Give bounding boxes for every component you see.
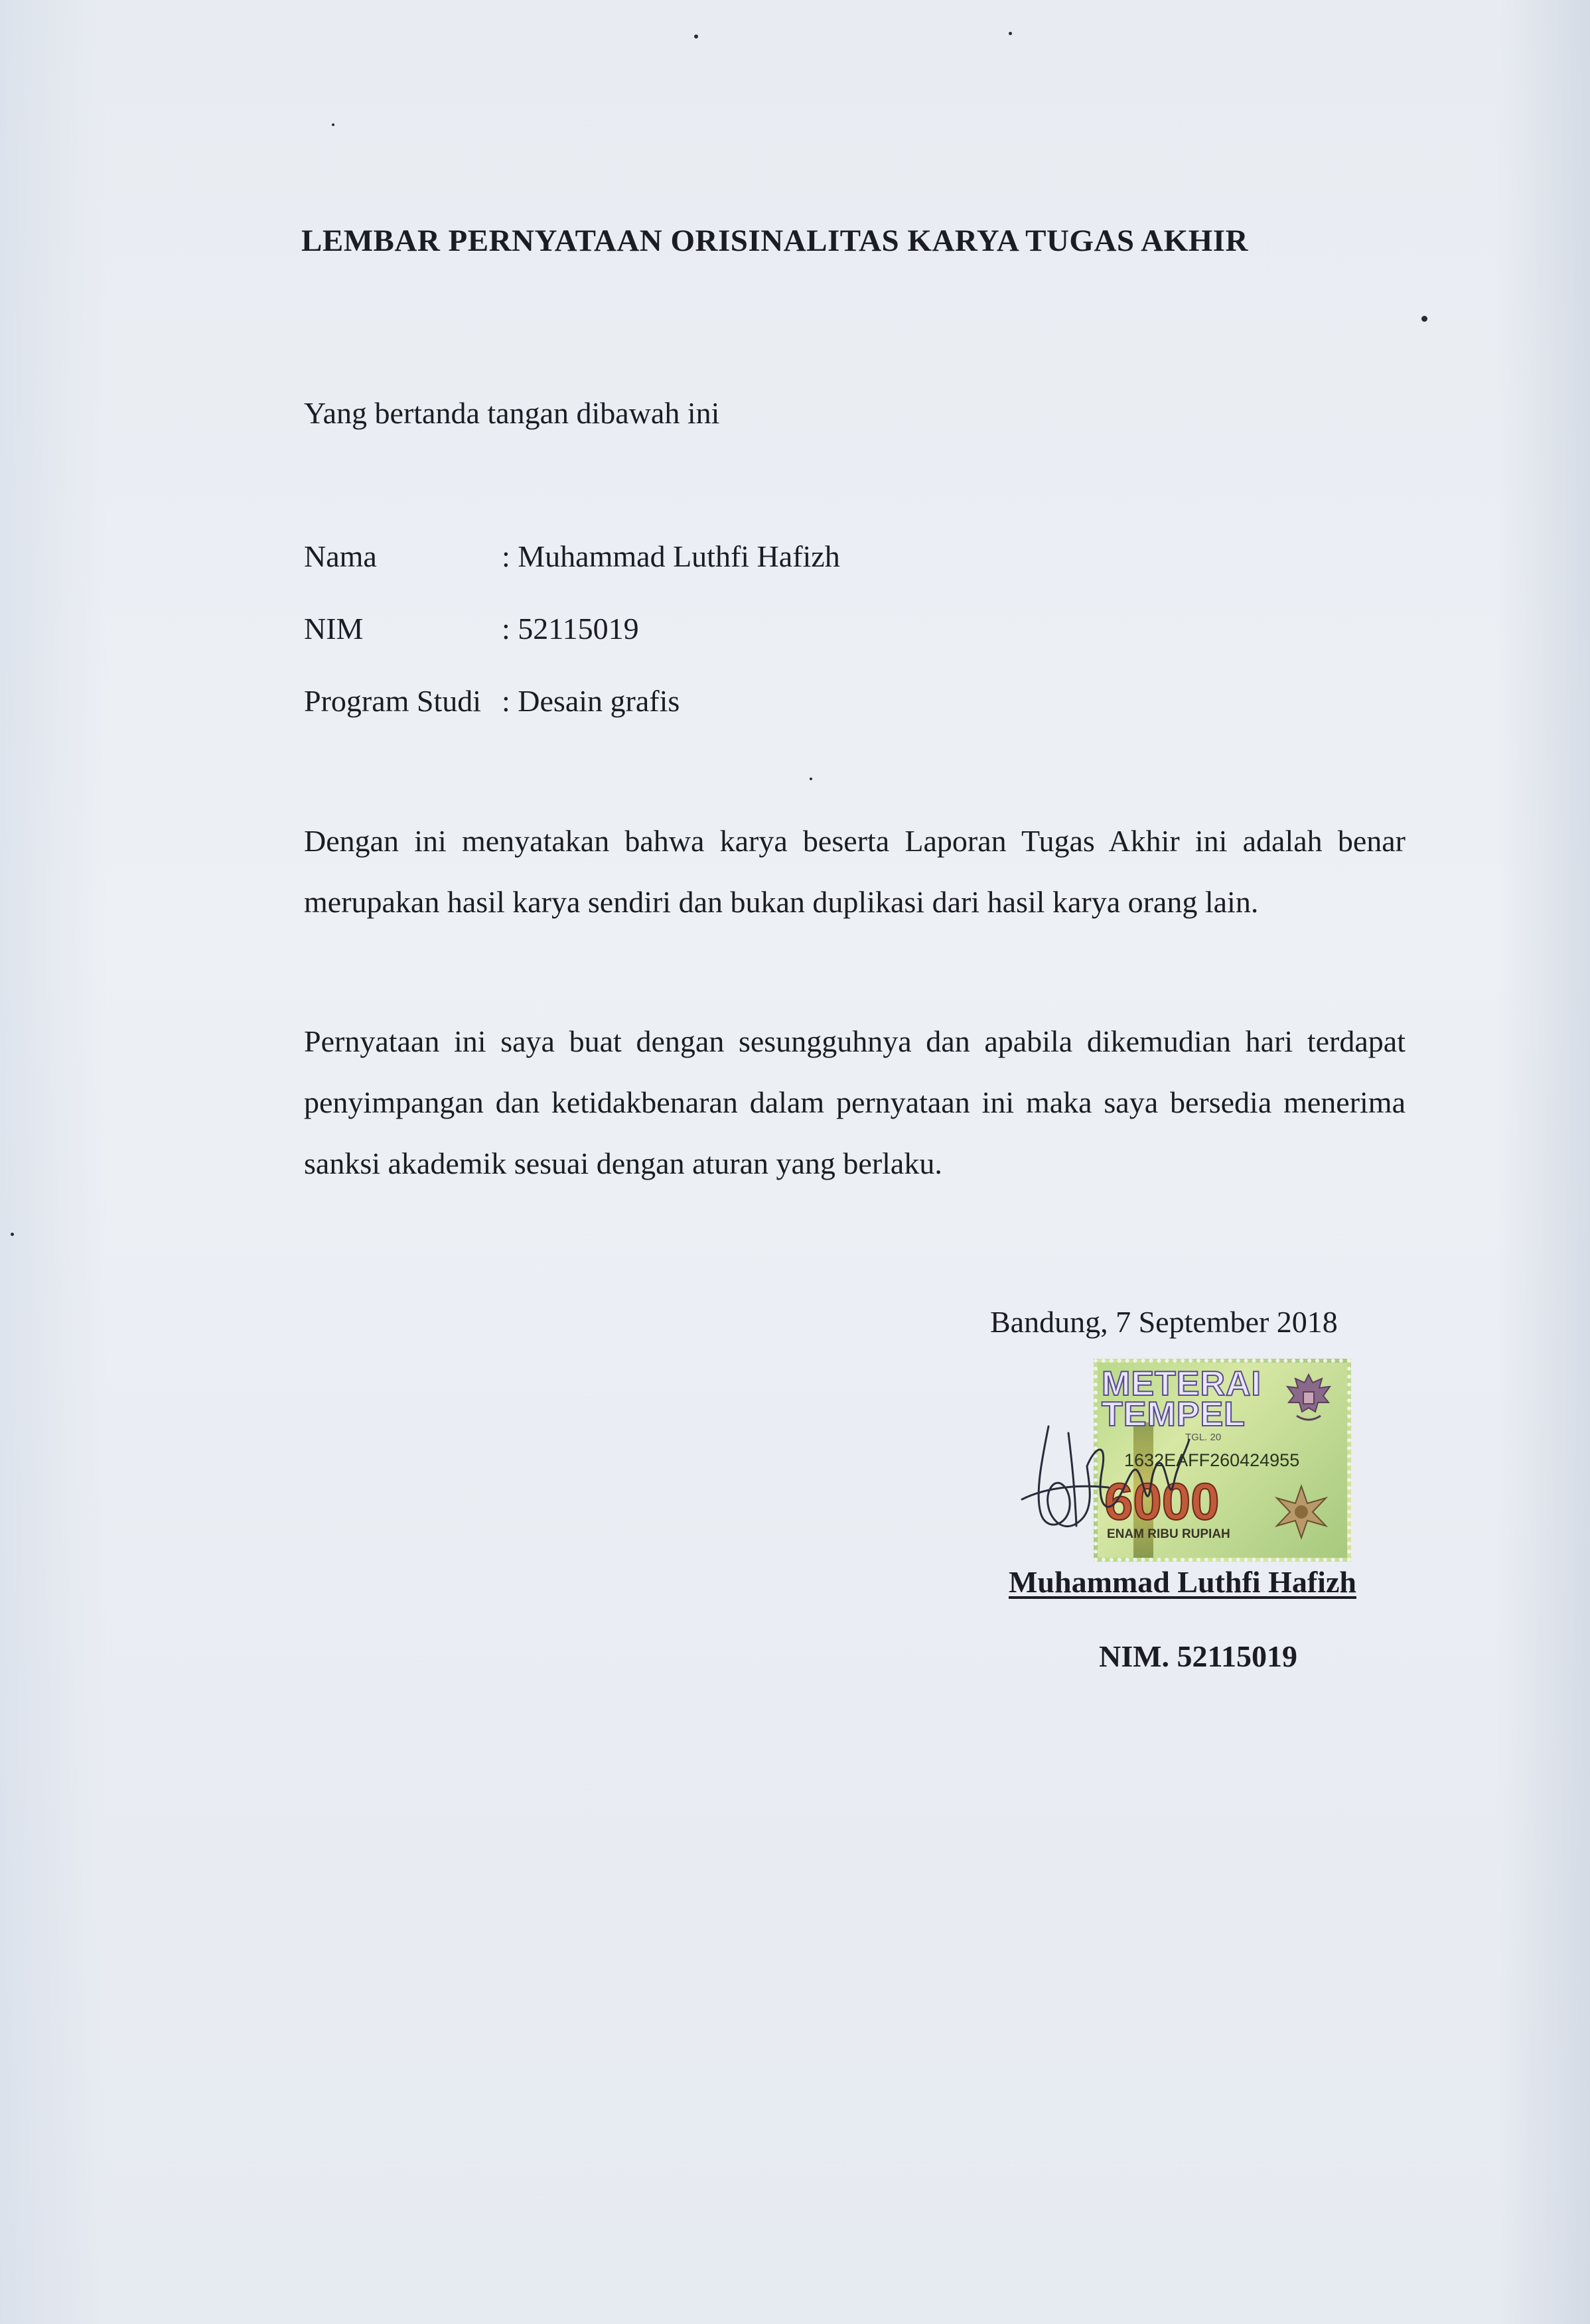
rosette-ornament-icon <box>1273 1483 1330 1540</box>
signer-name: Muhammad Luthfi Hafizh <box>1009 1565 1356 1599</box>
scan-speck <box>11 1233 14 1236</box>
field-program-studi <box>304 683 680 718</box>
scan-speck <box>1009 32 1012 35</box>
field-value: : Muhammad Luthfi Hafizh <box>502 539 840 573</box>
scan-speck <box>694 34 698 38</box>
garuda-emblem-icon <box>1282 1369 1335 1429</box>
stamp-title: METERAI <box>1102 1365 1262 1403</box>
signer-nim: NIM. 52115019 <box>1099 1639 1297 1673</box>
field-nim <box>304 611 639 646</box>
field-label: NIM <box>304 612 364 646</box>
scan-speck <box>810 778 812 780</box>
statement-paragraph: Pernyataan ini saya buat dengan sesungguhnya dan apabila dikemudian hari terdapat penyimpangan dan ketidakbenaran dalam pernyataan ini maka saya bersedia menerima sanksi akademik sesuai dengan aturan yang berlaku. <box>304 1024 1406 1180</box>
field-nama <box>304 539 840 574</box>
stamp-date-field: TGL. 20 <box>1185 1432 1222 1443</box>
scan-speck <box>332 123 334 126</box>
place-date: Bandung, 7 September 2018 <box>990 1305 1338 1339</box>
field-label: Program Studi <box>304 684 482 718</box>
page-title: LEMBAR PERNYATAAN ORISINALITAS KARYA TUGAS AKHIR <box>301 224 1248 258</box>
stamp-amount: 6000 <box>1104 1472 1220 1531</box>
stamp-subtitle: TEMPEL <box>1102 1395 1246 1434</box>
field-value: : 52115019 <box>502 612 639 646</box>
statement-paragraph: Dengan ini menyatakan bahwa karya beserta Laporan Tugas Akhir ini adalah benar merupakan hasil karya sendiri dan bukan duplikasi dari hasil karya orang lain. <box>304 824 1406 919</box>
scan-speck <box>1421 316 1427 322</box>
stamp-serial: 1632EAFF260424955 <box>1124 1450 1300 1470</box>
intro-text: Yang bertanda tangan dibawah ini <box>304 396 720 430</box>
stamp-amount-words: ENAM RIBU RUPIAH <box>1107 1527 1230 1541</box>
field-value: : Desain grafis <box>502 684 680 718</box>
handwritten-signature <box>1009 1406 1201 1546</box>
field-label: Nama <box>304 539 377 573</box>
